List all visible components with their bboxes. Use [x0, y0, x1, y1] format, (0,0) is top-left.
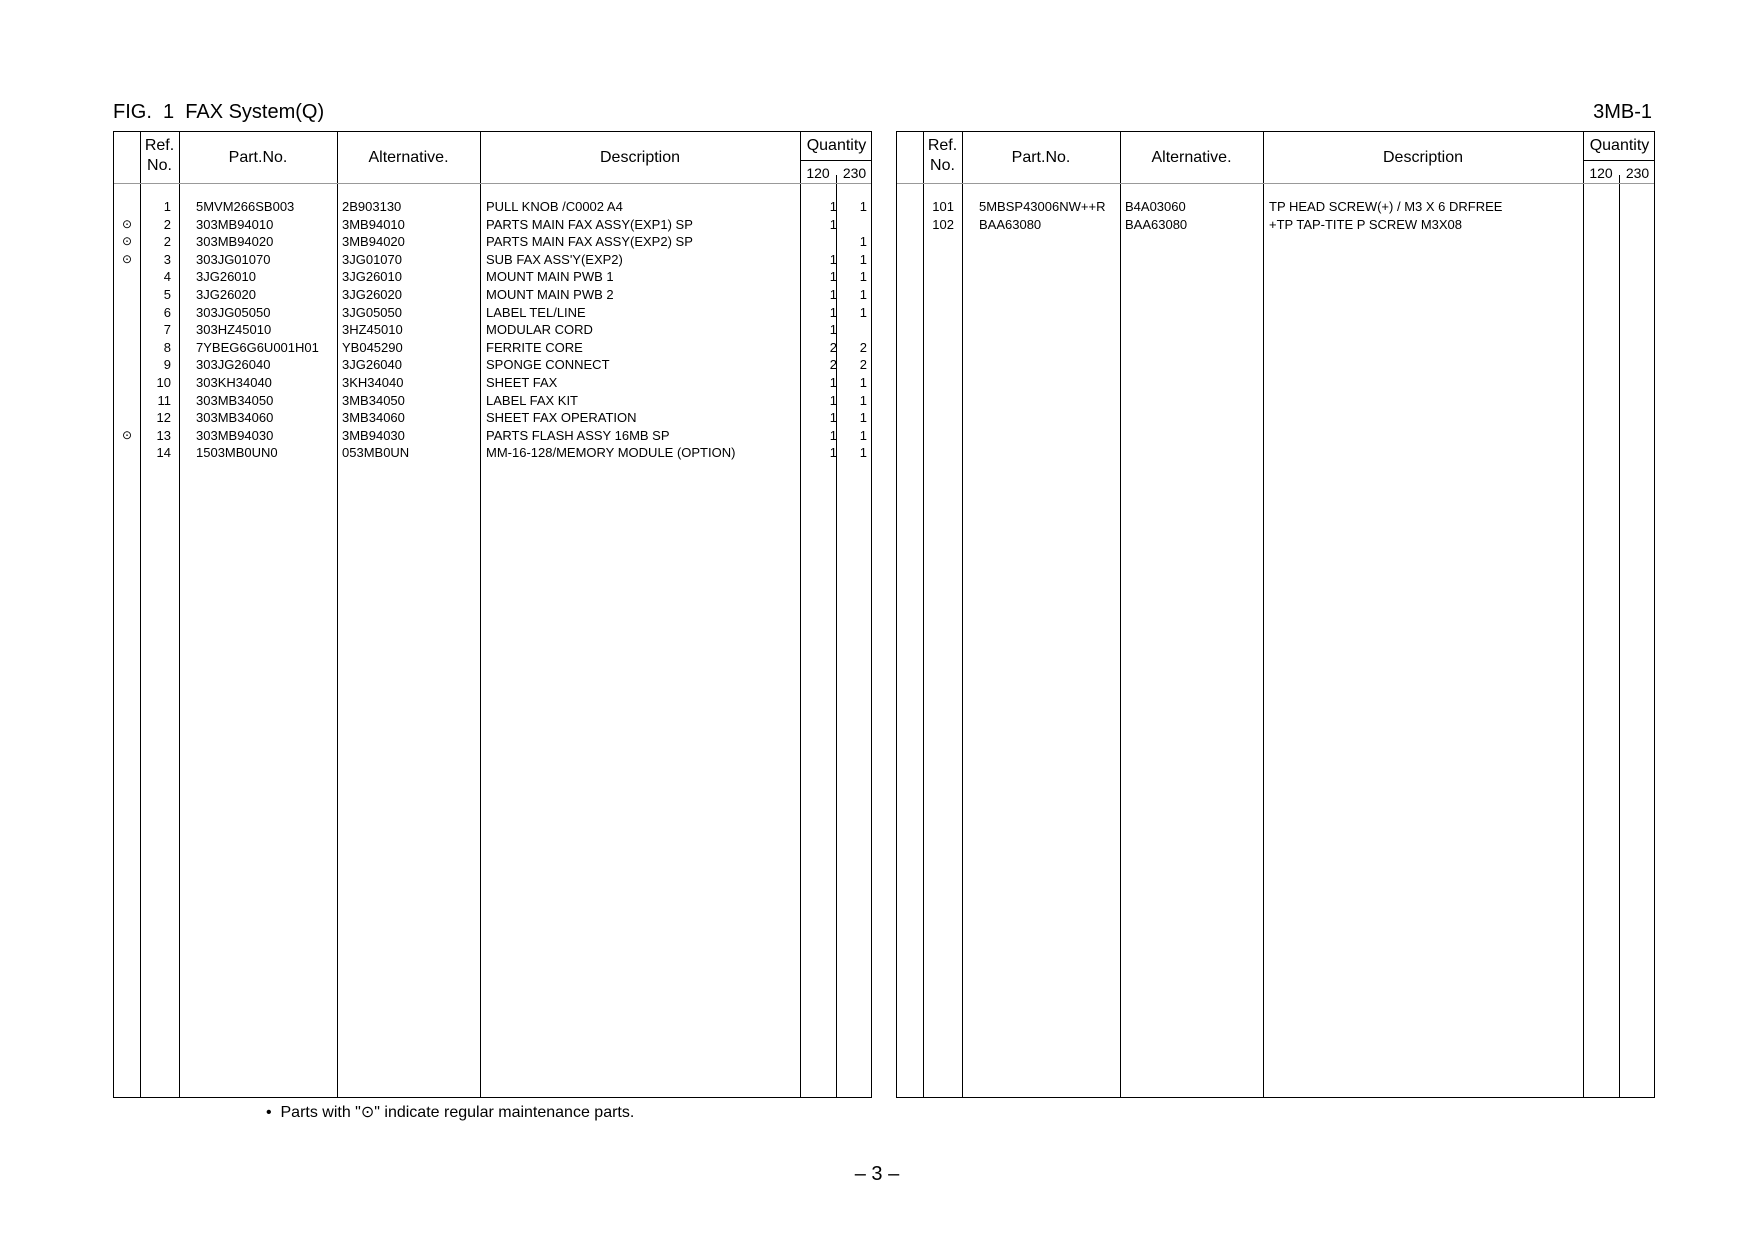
cell-description: LABEL FAX KIT	[486, 392, 579, 408]
cell-alternative: 3MB94010	[342, 216, 405, 232]
table-row	[114, 233, 871, 251]
header-rule	[114, 183, 871, 184]
cell-qty-120: 1	[829, 251, 837, 267]
cell-qty-230: 1	[859, 410, 867, 426]
cell-alternative: 3JG05050	[342, 304, 402, 320]
cell-part-no: 303JG26040	[196, 357, 271, 373]
header-q230: 230	[842, 165, 867, 181]
cell-description: TP HEAD SCREW(+) / M3 X 6 DRFREE	[1269, 199, 1503, 214]
cell-description: MOUNT MAIN PWB 2	[486, 286, 614, 302]
cell-description: FERRITE CORE	[486, 339, 583, 355]
table-row	[114, 321, 871, 339]
header-alternative: Alternative.	[368, 149, 449, 166]
cell-ref-no: 3	[163, 251, 171, 267]
cell-qty-230: 1	[859, 286, 867, 302]
header-q120: 120	[806, 165, 830, 181]
cell-alternative: 3JG01070	[342, 251, 402, 267]
maintenance-mark-icon: ⊙	[121, 216, 133, 231]
cell-qty-120: 1	[829, 445, 837, 461]
cell-part-no: 303MB34060	[196, 410, 274, 426]
maintenance-mark-icon: ⊙	[121, 251, 133, 266]
cell-alternative: YB045290	[342, 339, 403, 355]
header-quantity: Quantity	[1589, 137, 1650, 154]
cell-description: PARTS MAIN FAX ASSY(EXP2) SP	[486, 234, 693, 250]
cell-alternative: 3KH34040	[342, 374, 404, 390]
cell-qty-120: 1	[829, 199, 837, 214]
header-description: Description	[599, 149, 681, 166]
cell-description: PULL KNOB /C0002 A4	[486, 199, 623, 214]
cell-ref-no: 102	[932, 216, 954, 232]
table-row	[114, 427, 871, 445]
column-divider	[1120, 132, 1121, 1097]
header-ref-line1: Ref.	[144, 137, 175, 154]
header-ref-no	[140, 136, 179, 176]
cell-description: SHEET FAX	[486, 374, 558, 390]
header-part-no: Part.No.	[228, 149, 288, 166]
cell-description: MOUNT MAIN PWB 1	[486, 269, 614, 285]
table-body	[897, 198, 1654, 233]
cell-qty-120: 1	[829, 304, 837, 320]
cell-ref-no: 7	[163, 322, 171, 338]
cell-alternative: 3MB94030	[342, 427, 405, 443]
cell-part-no: 303JG05050	[196, 304, 271, 320]
quantity-divider	[1619, 175, 1620, 315]
cell-qty-230: 2	[859, 339, 867, 355]
cell-qty-230: 2	[859, 357, 867, 373]
page-number: – 3 –	[854, 1163, 900, 1185]
table-row	[114, 444, 871, 462]
parts-table-left	[113, 131, 872, 1098]
cell-qty-230: 1	[859, 251, 867, 267]
cell-ref-no: 5	[163, 286, 171, 302]
header-ref-line2: No.	[930, 157, 955, 174]
cell-qty-230: 1	[859, 234, 867, 250]
cell-description: MODULAR CORD	[486, 322, 593, 338]
cell-ref-no: 1	[163, 199, 171, 214]
cell-qty-120: 1	[829, 322, 837, 338]
cell-part-no: 303MB94010	[196, 216, 274, 232]
cell-qty-120: 2	[829, 357, 837, 373]
quantity-divider	[1619, 315, 1620, 1097]
cell-part-no: 303HZ45010	[196, 322, 272, 338]
maintenance-mark-icon: ⊙	[121, 427, 133, 442]
cell-part-no: 5MBSP43006NW++R	[979, 199, 1106, 214]
cell-ref-no: 8	[163, 339, 171, 355]
quantity-header-rule	[1583, 160, 1654, 161]
cell-qty-230: 1	[859, 304, 867, 320]
cell-part-no: BAA63080	[979, 216, 1042, 232]
cell-qty-120: 1	[829, 427, 837, 443]
table-body	[114, 198, 871, 462]
cell-alternative: 3MB94020	[342, 234, 405, 250]
table-row	[114, 286, 871, 304]
cell-description: +TP TAP-TITE P SCREW M3X08	[1269, 216, 1463, 232]
cell-description: SHEET FAX OPERATION	[486, 410, 637, 426]
cell-ref-no: 11	[157, 392, 171, 408]
quantity-header-rule	[800, 160, 871, 161]
header-ref-no	[923, 136, 962, 176]
table-row	[114, 409, 871, 427]
cell-part-no: 1503MB0UN0	[196, 445, 278, 461]
table-row	[114, 304, 871, 322]
cell-description: PARTS FLASH ASSY 16MB SP	[486, 427, 670, 443]
header-rule	[897, 183, 1654, 184]
cell-description: LABEL TEL/LINE	[486, 304, 586, 320]
header-q120: 120	[1589, 165, 1613, 181]
cell-qty-230: 1	[859, 445, 867, 461]
cell-ref-no: 13	[156, 427, 171, 443]
cell-description: PARTS MAIN FAX ASSY(EXP1) SP	[486, 216, 693, 232]
cell-qty-230: 1	[859, 374, 867, 390]
cell-qty-120: 1	[829, 374, 837, 390]
cell-alternative: 3HZ45010	[342, 322, 403, 338]
table-row	[897, 198, 1654, 216]
cell-qty-120: 1	[829, 269, 837, 285]
header-q230: 230	[1625, 165, 1650, 181]
parts-table-right	[896, 131, 1655, 1098]
header-ref-line2: No.	[147, 157, 172, 174]
cell-alternative: B4A03060	[1125, 199, 1186, 214]
cell-ref-no: 12	[156, 410, 171, 426]
column-divider	[1263, 132, 1264, 1097]
cell-qty-120: 1	[829, 286, 837, 302]
cell-qty-120: 1	[829, 392, 837, 408]
header-alternative: Alternative.	[1151, 149, 1232, 166]
cell-part-no: 303MB34050	[196, 392, 274, 408]
cell-alternative: 2B903130	[342, 199, 402, 214]
cell-ref-no: 10	[156, 374, 171, 390]
table-row	[114, 392, 871, 410]
table-row	[114, 268, 871, 286]
table-row	[114, 339, 871, 357]
cell-ref-no: 2	[163, 234, 171, 250]
maintenance-note: • Parts with "⊙" indicate regular maintenance parts.	[266, 1104, 635, 1121]
table-row	[114, 251, 871, 269]
cell-part-no: 3JG26010	[196, 269, 256, 285]
cell-part-no: 303KH34040	[196, 374, 272, 390]
cell-alternative: 3JG26040	[342, 357, 402, 373]
cell-qty-230: 1	[859, 392, 867, 408]
cell-qty-230: 1	[859, 199, 867, 214]
figure-title: FIG. 1 FAX System(Q)	[113, 101, 325, 123]
cell-qty-120: 1	[829, 410, 837, 426]
cell-alternative: 3MB34060	[342, 410, 405, 426]
column-divider	[1583, 132, 1584, 1097]
column-divider	[962, 132, 963, 1097]
cell-part-no: 303JG01070	[196, 251, 271, 267]
cell-qty-120: 1	[829, 216, 837, 232]
cell-part-no: 303MB94020	[196, 234, 274, 250]
cell-part-no: 7YBEG6G6U001H01	[196, 339, 319, 355]
cell-part-no: 5MVM266SB003	[196, 199, 295, 214]
table-row	[114, 216, 871, 234]
header-quantity: Quantity	[806, 137, 867, 154]
cell-alternative: 3JG26010	[342, 269, 402, 285]
header-ref-line1: Ref.	[927, 137, 958, 154]
cell-part-no: 3JG26020	[196, 286, 256, 302]
cell-alternative: 053MB0UN	[342, 445, 410, 461]
cell-alternative: 3MB34050	[342, 392, 405, 408]
cell-alternative: 3JG26020	[342, 286, 402, 302]
cell-qty-230: 1	[859, 427, 867, 443]
header-description: Description	[1382, 149, 1464, 166]
table-row	[114, 356, 871, 374]
table-row	[897, 216, 1654, 234]
cell-ref-no: 6	[163, 304, 171, 320]
cell-part-no: 303MB94030	[196, 427, 274, 443]
cell-ref-no: 2	[163, 216, 171, 232]
cell-description: SPONGE CONNECT	[486, 357, 610, 373]
cell-ref-no: 9	[163, 357, 171, 373]
cell-ref-no: 101	[932, 199, 954, 214]
cell-qty-120: 2	[829, 339, 837, 355]
header-part-no: Part.No.	[1011, 149, 1071, 166]
cell-ref-no: 14	[156, 445, 171, 461]
cell-alternative: BAA63080	[1125, 216, 1188, 232]
maintenance-mark-icon: ⊙	[121, 234, 133, 249]
table-row	[114, 374, 871, 392]
table-row	[114, 198, 871, 216]
column-divider	[923, 132, 924, 1097]
cell-description: MM-16-128/MEMORY MODULE (OPTION)	[486, 445, 736, 461]
cell-ref-no: 4	[163, 269, 171, 285]
cell-qty-230: 1	[859, 269, 867, 285]
page-code: 3MB-1	[1593, 101, 1652, 123]
cell-description: SUB FAX ASS'Y(EXP2)	[486, 251, 623, 267]
